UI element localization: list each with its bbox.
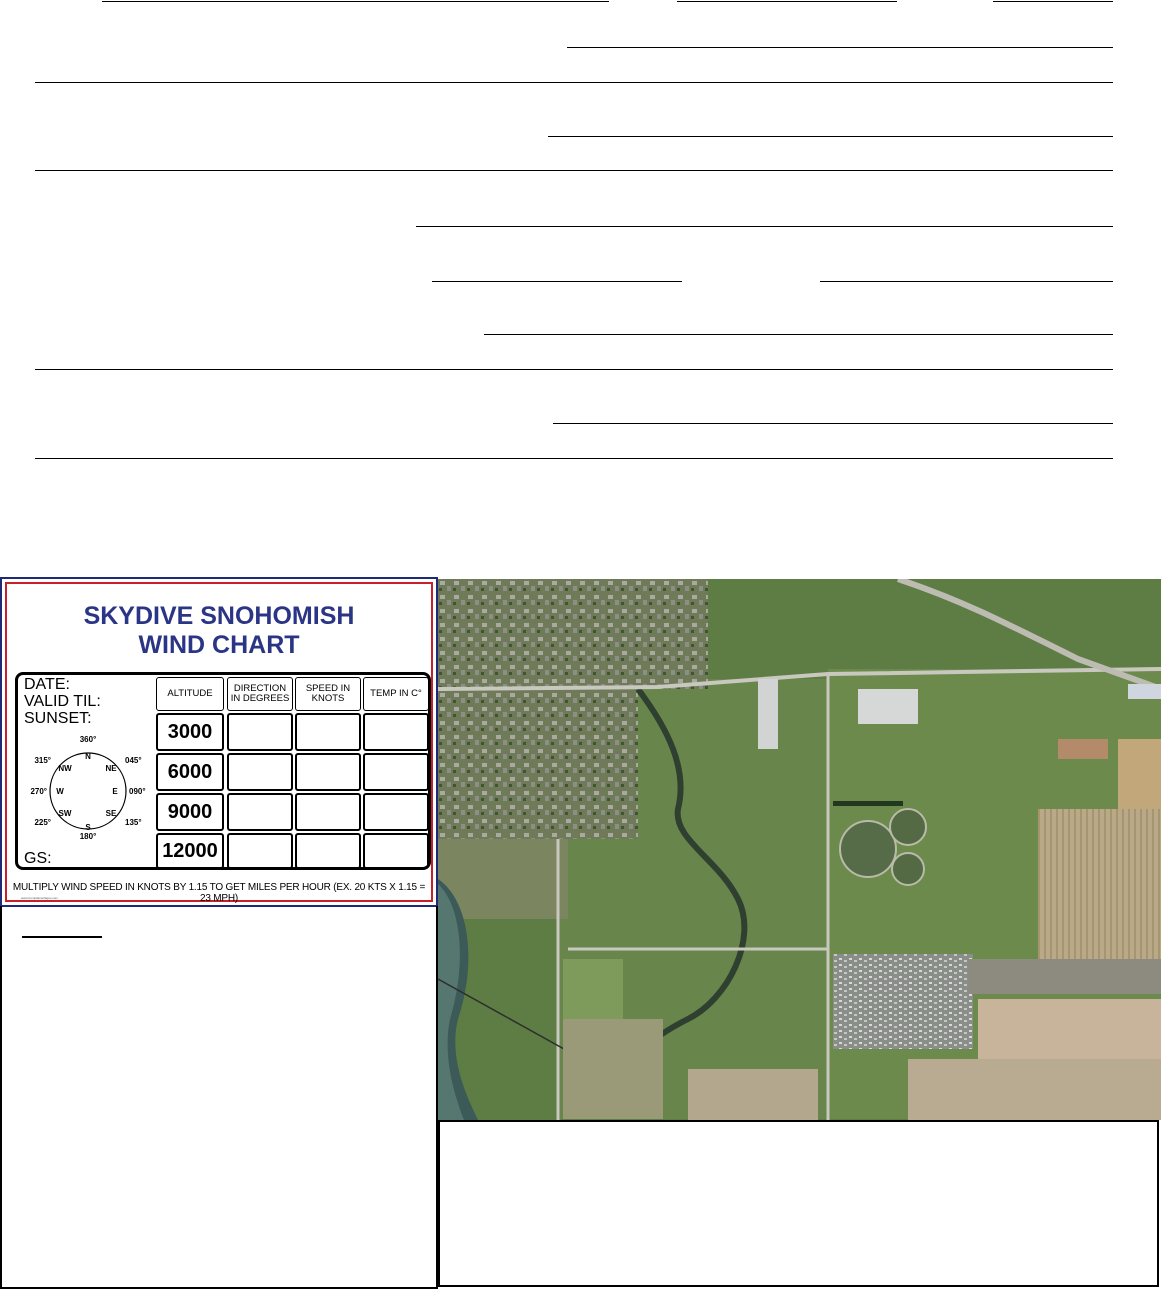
speed-cell[interactable] xyxy=(295,753,361,791)
compass-315: 315° xyxy=(34,756,51,765)
form-line xyxy=(102,1,609,2)
header-direction: DIRECTION IN DEGREES xyxy=(227,677,293,711)
compass-s: S xyxy=(85,823,91,832)
temp-cell[interactable] xyxy=(363,713,429,751)
sunset-label: SUNSET: xyxy=(24,710,92,727)
header-altitude: ALTITUDE xyxy=(156,677,224,711)
compass-n: N xyxy=(85,752,91,761)
speed-cell[interactable] xyxy=(295,713,361,751)
compass-rose xyxy=(22,733,154,849)
section-divider xyxy=(35,369,1113,370)
aerial-map xyxy=(438,579,1161,1120)
compass-135: 135° xyxy=(125,818,142,827)
section-divider xyxy=(35,170,1113,171)
compass-180: 180° xyxy=(79,832,97,841)
direction-cell[interactable] xyxy=(227,753,293,791)
form-line xyxy=(993,1,1113,2)
form-line xyxy=(548,136,1113,137)
wind-chart-inner-border xyxy=(5,582,433,902)
gs-label: GS: xyxy=(24,850,52,867)
compass-045: 045° xyxy=(125,756,142,765)
compass-360: 360° xyxy=(79,735,97,744)
compass-w: W xyxy=(56,787,64,796)
notes-heading-underline xyxy=(22,936,102,938)
map-notes-box xyxy=(438,1120,1159,1287)
wind-chart-title: SKYDIVE SNOHOMISH xyxy=(83,602,355,630)
wind-chart-table xyxy=(15,672,431,870)
sign-credit: www.ComplianceSigns.com xyxy=(21,896,59,900)
section-divider xyxy=(35,458,1113,459)
wind-chart-card xyxy=(0,577,438,907)
temp-cell[interactable] xyxy=(363,833,429,869)
wind-speed-footnote: MULTIPLY WIND SPEED IN KNOTS BY 1.15 TO GET MILES PER HOUR (EX. 20 KTS X 1.15 = 23 MPH) xyxy=(12,882,426,904)
compass-e: E xyxy=(112,787,118,796)
form-line xyxy=(553,423,1113,424)
direction-cell[interactable] xyxy=(227,833,293,869)
compass-225: 225° xyxy=(34,818,51,827)
compass-sw: SW xyxy=(58,809,72,818)
form-line xyxy=(484,334,1113,335)
compass-ne: NE xyxy=(105,764,117,773)
valid-til-label: VALID TIL: xyxy=(24,693,101,710)
compass-270: 270° xyxy=(30,787,47,796)
form-line xyxy=(432,281,682,282)
temp-cell[interactable] xyxy=(363,793,429,831)
header-speed: SPEED IN KNOTS xyxy=(295,677,361,711)
compass-se: SE xyxy=(105,809,117,818)
altitude-cell: 9000 xyxy=(156,793,224,831)
temp-cell[interactable] xyxy=(363,753,429,791)
speed-cell[interactable] xyxy=(295,833,361,869)
altitude-cell: 6000 xyxy=(156,753,224,791)
header-temp: TEMP IN C° xyxy=(363,677,429,711)
altitude-cell: 12000 xyxy=(156,833,224,869)
form-line xyxy=(416,226,1113,227)
altitude-cell: 3000 xyxy=(156,713,224,751)
direction-cell[interactable] xyxy=(227,793,293,831)
date-label: DATE: xyxy=(24,676,70,693)
speed-cell[interactable] xyxy=(295,793,361,831)
form-line xyxy=(677,1,897,2)
direction-cell[interactable] xyxy=(227,713,293,751)
form-line xyxy=(567,47,1113,48)
notes-box xyxy=(0,906,438,1289)
wind-chart-subtitle: WIND CHART xyxy=(138,631,300,659)
compass-nw: NW xyxy=(58,764,72,773)
compass-090: 090° xyxy=(129,787,146,796)
section-divider xyxy=(35,82,1113,83)
form-line xyxy=(820,281,1113,282)
aerial-photo xyxy=(438,579,1161,1120)
